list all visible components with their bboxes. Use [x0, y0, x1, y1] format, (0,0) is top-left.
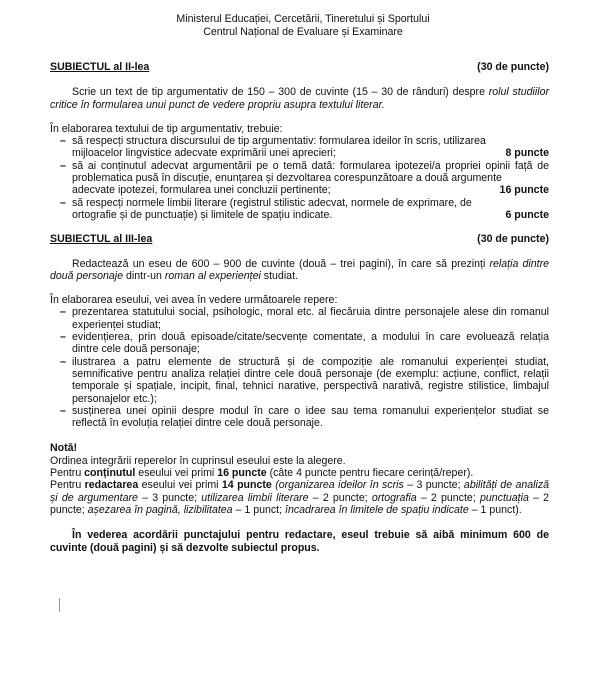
requirement-structure-text-b: mijloacelor lingvistice adecvate exprimării unei aprecieri;	[72, 147, 336, 160]
note-italic: punctuația	[479, 491, 529, 504]
note-bold: conținutul	[84, 467, 136, 480]
subject-3-task-connector: dintr-un	[123, 269, 165, 282]
note-text: (câte 4 puncte pentru fiecare cerință/reper).	[266, 467, 474, 480]
note-writing-score	[50, 479, 549, 516]
subject-2-task-topic: rolul studiilor critice în formularea unui punct de vedere propriu asupra textului literar.	[50, 86, 549, 111]
requirement-content-points: 16 puncte	[499, 184, 549, 197]
subject-2-task-text: Scrie un text de tip argumentativ de 150 – 300 de cuvinte (15 – 30 de rânduri) despre	[72, 86, 489, 99]
note-text: – 2 puncte;	[416, 491, 480, 504]
requirement-structure-points: 8 puncte	[505, 147, 549, 160]
note-italic: așezarea în pagină, lizibilitatea	[87, 503, 233, 516]
landmark-item: – prezentarea statutului social, psihologic, moral etc. al fiecăruia dintre personajele alese din romanul experienței studiat;	[50, 306, 549, 331]
requirement-structure	[50, 135, 549, 160]
header-ministry: Ministerul Educației, Cercetării, Tineretului și Sportului	[176, 13, 430, 25]
subject-3-landmarks	[50, 306, 549, 429]
note-text: – 2 puncte;	[308, 491, 372, 504]
requirement-content-text-a: să ai conținutul adecvat argumentării pe o temă dată: formularea ipotezei/a propriei opinii față de problematica pusă în discuție, enunțarea și dezvoltarea corespunzătoare a două argumente	[72, 159, 549, 185]
note-italic: utilizarea limbii literare	[201, 491, 309, 504]
landmark-item: – evidențierea, prin două episoade/citate/secvențe comentate, a modului în care evoluează relația dintre cele două personaje;	[50, 331, 549, 356]
subject-3-lead: În elaborarea eseului, vei avea în vedere următoarele repere:	[50, 294, 338, 307]
note-content-score	[50, 467, 549, 479]
landmark-item: – susținerea unei opinii despre modul în care o idee sau tema romanului experiențelor studiat se reflectă în evoluția relației dintre cele două personaje.	[50, 405, 549, 430]
subject-2-title: SUBIECTUL al II-lea	[50, 61, 150, 73]
note-text: eseului vei primi	[135, 467, 218, 480]
subject-2-task	[50, 86, 549, 111]
subject-3-title: SUBIECTUL al III-lea	[50, 233, 153, 246]
note-italic: abilități de analiză și de argumentare	[50, 479, 550, 504]
note-italic: încadrarea în limitele de spațiu indicate	[285, 503, 469, 516]
document-header	[0, 13, 606, 38]
note-text: – 3 puncte;	[403, 479, 464, 492]
subject-2-requirements	[50, 135, 549, 221]
requirement-norms	[50, 197, 549, 222]
note-text: – 3 puncte;	[137, 491, 202, 504]
note-bold: redactarea	[84, 479, 139, 492]
subject-2-points: (30 de puncte)	[477, 61, 549, 73]
subject-3-task-novel: roman al experienței	[164, 269, 261, 282]
subject-2-heading	[50, 61, 549, 73]
subject-3-heading	[50, 233, 549, 245]
requirement-content	[50, 160, 549, 197]
note-order: Ordinea integrării reperelor în cuprinsul eseului este la alegere.	[50, 454, 346, 467]
requirement-norms-text-a: să respecți normele limbii literare (registrul stilistic adecvat, normele de exprimare, de	[72, 196, 472, 209]
note-italic: (organizarea ideilor în scris	[271, 479, 404, 492]
requirement-norms-text-b: ortografie și de punctuație) și limitele de spațiu indicate.	[72, 208, 333, 221]
requirement-norms-points: 6 puncte	[505, 208, 549, 221]
note-text: eseului vei primi	[138, 479, 222, 492]
subject-3-task-relation: relația dintre două personaje	[50, 257, 550, 282]
note-final-requirement: În vederea acordării punctajului pentru redactare, eseul trebuie să aibă minimum 600 de cuvinte (două pagini) și să dezvolte subiectul propus.	[50, 529, 549, 554]
note-text: – 1 punct;	[232, 503, 285, 516]
note-text: Pentru	[50, 467, 85, 480]
requirement-content-text-b: adecvate ipotezei, formularea unei concluzii pertinente;	[72, 184, 331, 197]
document-body	[50, 61, 549, 554]
subject-3-task-end: studiat.	[260, 269, 298, 282]
note-title: Notă!	[50, 442, 78, 455]
note-bold: 14 puncte	[221, 479, 272, 492]
subject-3-points: (30 de puncte)	[477, 233, 549, 246]
note-italic: ortografia	[371, 491, 417, 504]
text-cursor	[59, 598, 60, 612]
subject-3-task	[50, 258, 549, 283]
note-text: – 1 punct).	[468, 503, 522, 516]
note-text: Pentru	[50, 479, 85, 492]
subject-3-task-text: Redactează un eseu de 600 – 900 de cuvinte (două – trei pagini), în care să prezinți	[72, 257, 490, 270]
note-bold: 16 puncte	[217, 467, 267, 480]
subject-2-lead: În elaborarea textului de tip argumentativ, trebuie:	[50, 122, 283, 135]
note-text: – 2 puncte;	[50, 491, 550, 516]
landmark-item: – ilustrarea a patru elemente de structură și de compoziție ale romanului experienței studiat, semnificative pentru analiza relației dintre cele două personaje (de exemplu: acțiune, conflict, relații temporale și spațiale, incipit, final, tehnici narative, perspectivă narativă, registre stilistice, limbajul personajelor etc.);	[50, 356, 549, 405]
header-center: Centrul Național de Evaluare și Examinare	[203, 25, 403, 38]
requirement-structure-text-a: să respecți structura discursului de tip argumentativ: formularea ideilor în scris, utilizarea	[72, 135, 486, 148]
